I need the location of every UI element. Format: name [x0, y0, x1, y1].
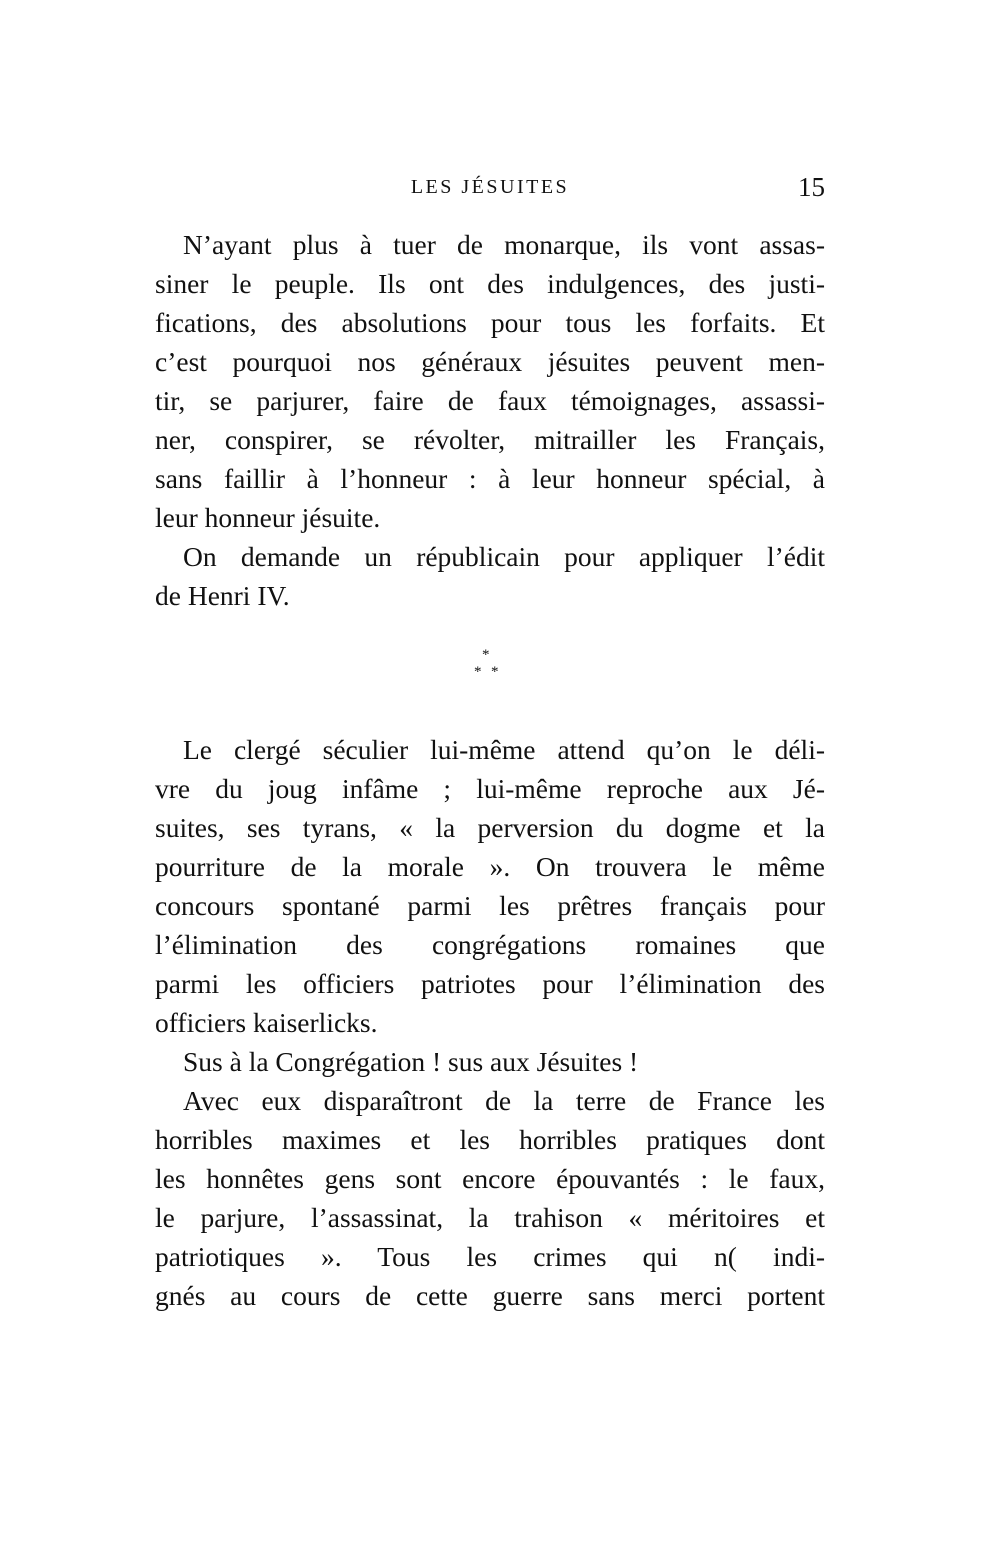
text-line: patriotiques ». Tous les crimes qui n( indi-	[155, 1241, 825, 1272]
text-line: siner le peuple. Ils ont des indulgences, des justi-	[155, 268, 825, 299]
text-line: vre du joug infâme ; lui-même reproche aux Jé-	[155, 773, 825, 804]
text-line: parmi les officiers patriotes pour l’élimination des	[155, 968, 825, 999]
asterisk-glyph: *	[482, 647, 490, 663]
text-line: les honnêtes gens sont encore épouvantés : le faux,	[155, 1163, 825, 1194]
page-number: 15	[798, 172, 825, 202]
text-line: horribles maximes et les horribles pratiques dont	[155, 1124, 825, 1155]
text-line: gnés au cours de cette guerre sans merci portent	[155, 1280, 825, 1311]
text-line: officiers kaiserlicks.	[155, 1007, 378, 1038]
text-line: leur honneur jésuite.	[155, 502, 381, 533]
text-line: fications, des absolutions pour tous les forfaits. Et	[155, 307, 825, 338]
text-line: Avec eux disparaîtront de la terre de France les	[183, 1085, 825, 1116]
text-line: suites, ses tyrans, « la perversion du dogme et la	[155, 812, 825, 843]
asterism-ornament	[470, 648, 510, 684]
text-line: Le clergé séculier lui-même attend qu’on le déli-	[183, 734, 825, 765]
text-line: c’est pourquoi nos généraux jésuites peuvent men-	[155, 346, 825, 377]
text-line: le parjure, l’assassinat, la trahison « méritoires et	[155, 1202, 825, 1233]
text-line: l’élimination des congrégations romaines que	[155, 929, 825, 960]
text-section-1	[155, 225, 825, 615]
text-section-2	[155, 730, 825, 1315]
text-line: concours spontané parmi les prêtres français pour	[155, 890, 825, 921]
text-line: sans faillir à l’honneur : à leur honneur spécial, à	[155, 463, 825, 494]
running-title: LES JÉSUITES	[410, 176, 570, 198]
asterisk-glyph: *	[491, 664, 499, 680]
text-line: tir, se parjurer, faire de faux témoignages, assassi-	[155, 385, 825, 416]
text-line: ner, conspirer, se révolter, mitrailler les Français,	[155, 424, 825, 455]
running-header	[155, 170, 825, 204]
asterisk-glyph: *	[474, 664, 482, 680]
text-line: On demande un républicain pour appliquer l’édit	[183, 541, 825, 572]
text-line: Sus à la Congrégation ! sus aux Jésuites !	[183, 1046, 639, 1077]
text-line: de Henri IV.	[155, 580, 290, 611]
text-line: pourriture de la morale ». On trouvera le même	[155, 851, 825, 882]
text-line: N’ayant plus à tuer de monarque, ils vont assas-	[183, 229, 825, 260]
